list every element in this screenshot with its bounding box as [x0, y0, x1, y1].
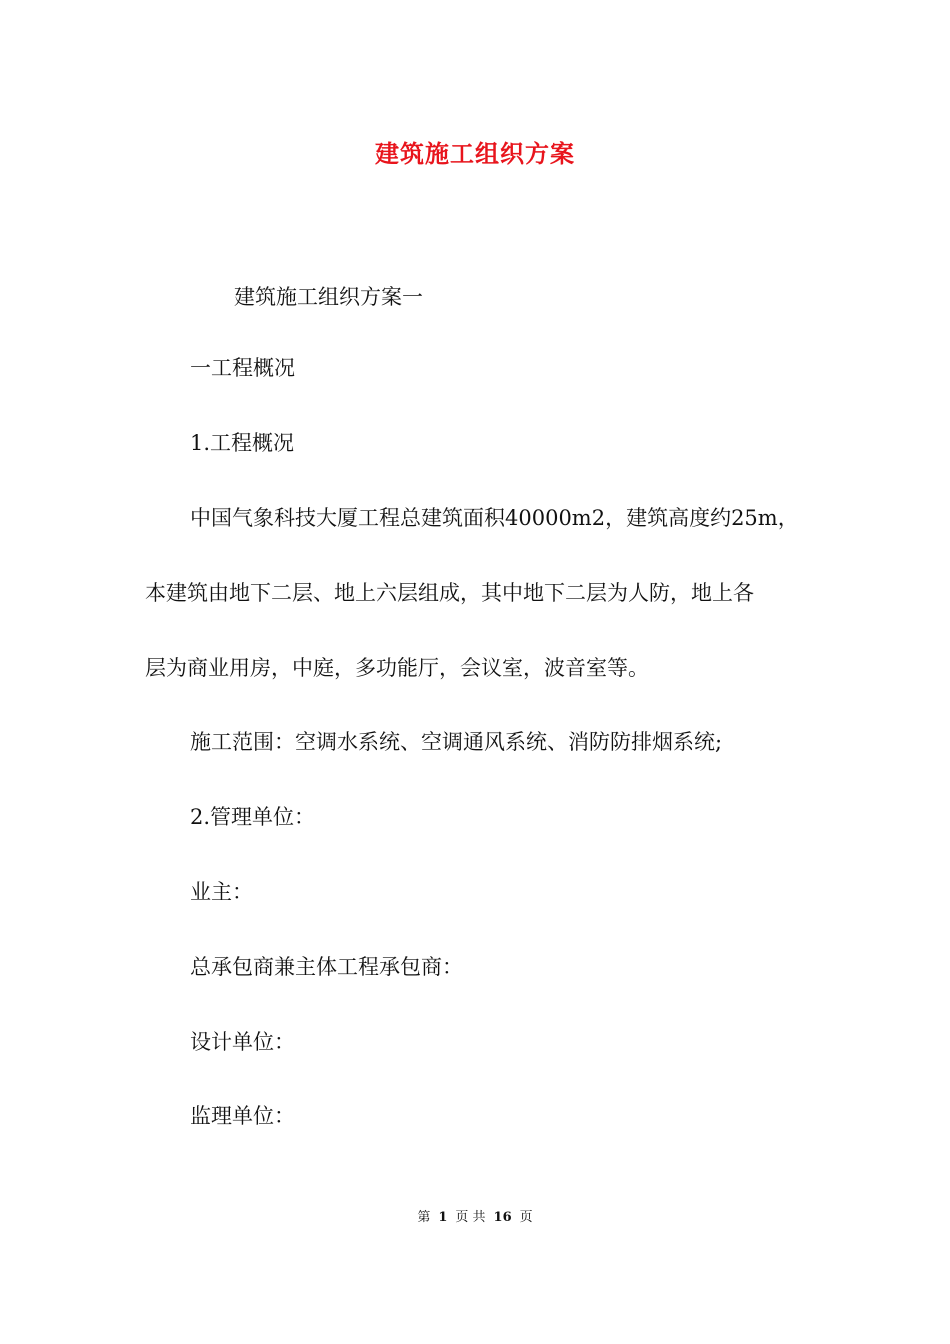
page-footer: [0, 1208, 950, 1228]
field-label: 业主：: [190, 880, 253, 904]
paragraph-line: 施工范围：空调水系统、空调通风系统、消防防排烟系统;: [190, 730, 723, 754]
document-title: 建筑施工组织方案: [375, 139, 575, 168]
paragraph-line: 本建筑由地下二层、地上六层组成，其中地下二层为人防，地上各: [145, 581, 754, 605]
chapter-heading: 一工程概况: [190, 356, 295, 380]
paragraph-line: 层为商业用房，中庭，多功能厅，会议室，波音室等。: [145, 656, 649, 680]
field-label: 总承包商兼主体工程承包商：: [190, 955, 463, 979]
footer-mid: 页 共: [455, 1210, 486, 1225]
footer-prefix: 第: [417, 1210, 431, 1225]
footer-page-number: 1: [438, 1210, 448, 1225]
field-label: 设计单位：: [190, 1030, 295, 1054]
field-label: 监理单位：: [190, 1104, 295, 1128]
section-heading: 建筑施工组织方案一: [234, 285, 423, 309]
subsection-heading: 1.工程概况: [190, 431, 295, 455]
paragraph-line: 中国气象科技大厦工程总建筑面积40000m2，建筑高度约25m，: [190, 506, 799, 530]
subsection-heading: 2.管理单位：: [190, 805, 316, 829]
footer-total-pages: 16: [493, 1210, 512, 1225]
footer-suffix: 页: [519, 1210, 533, 1225]
